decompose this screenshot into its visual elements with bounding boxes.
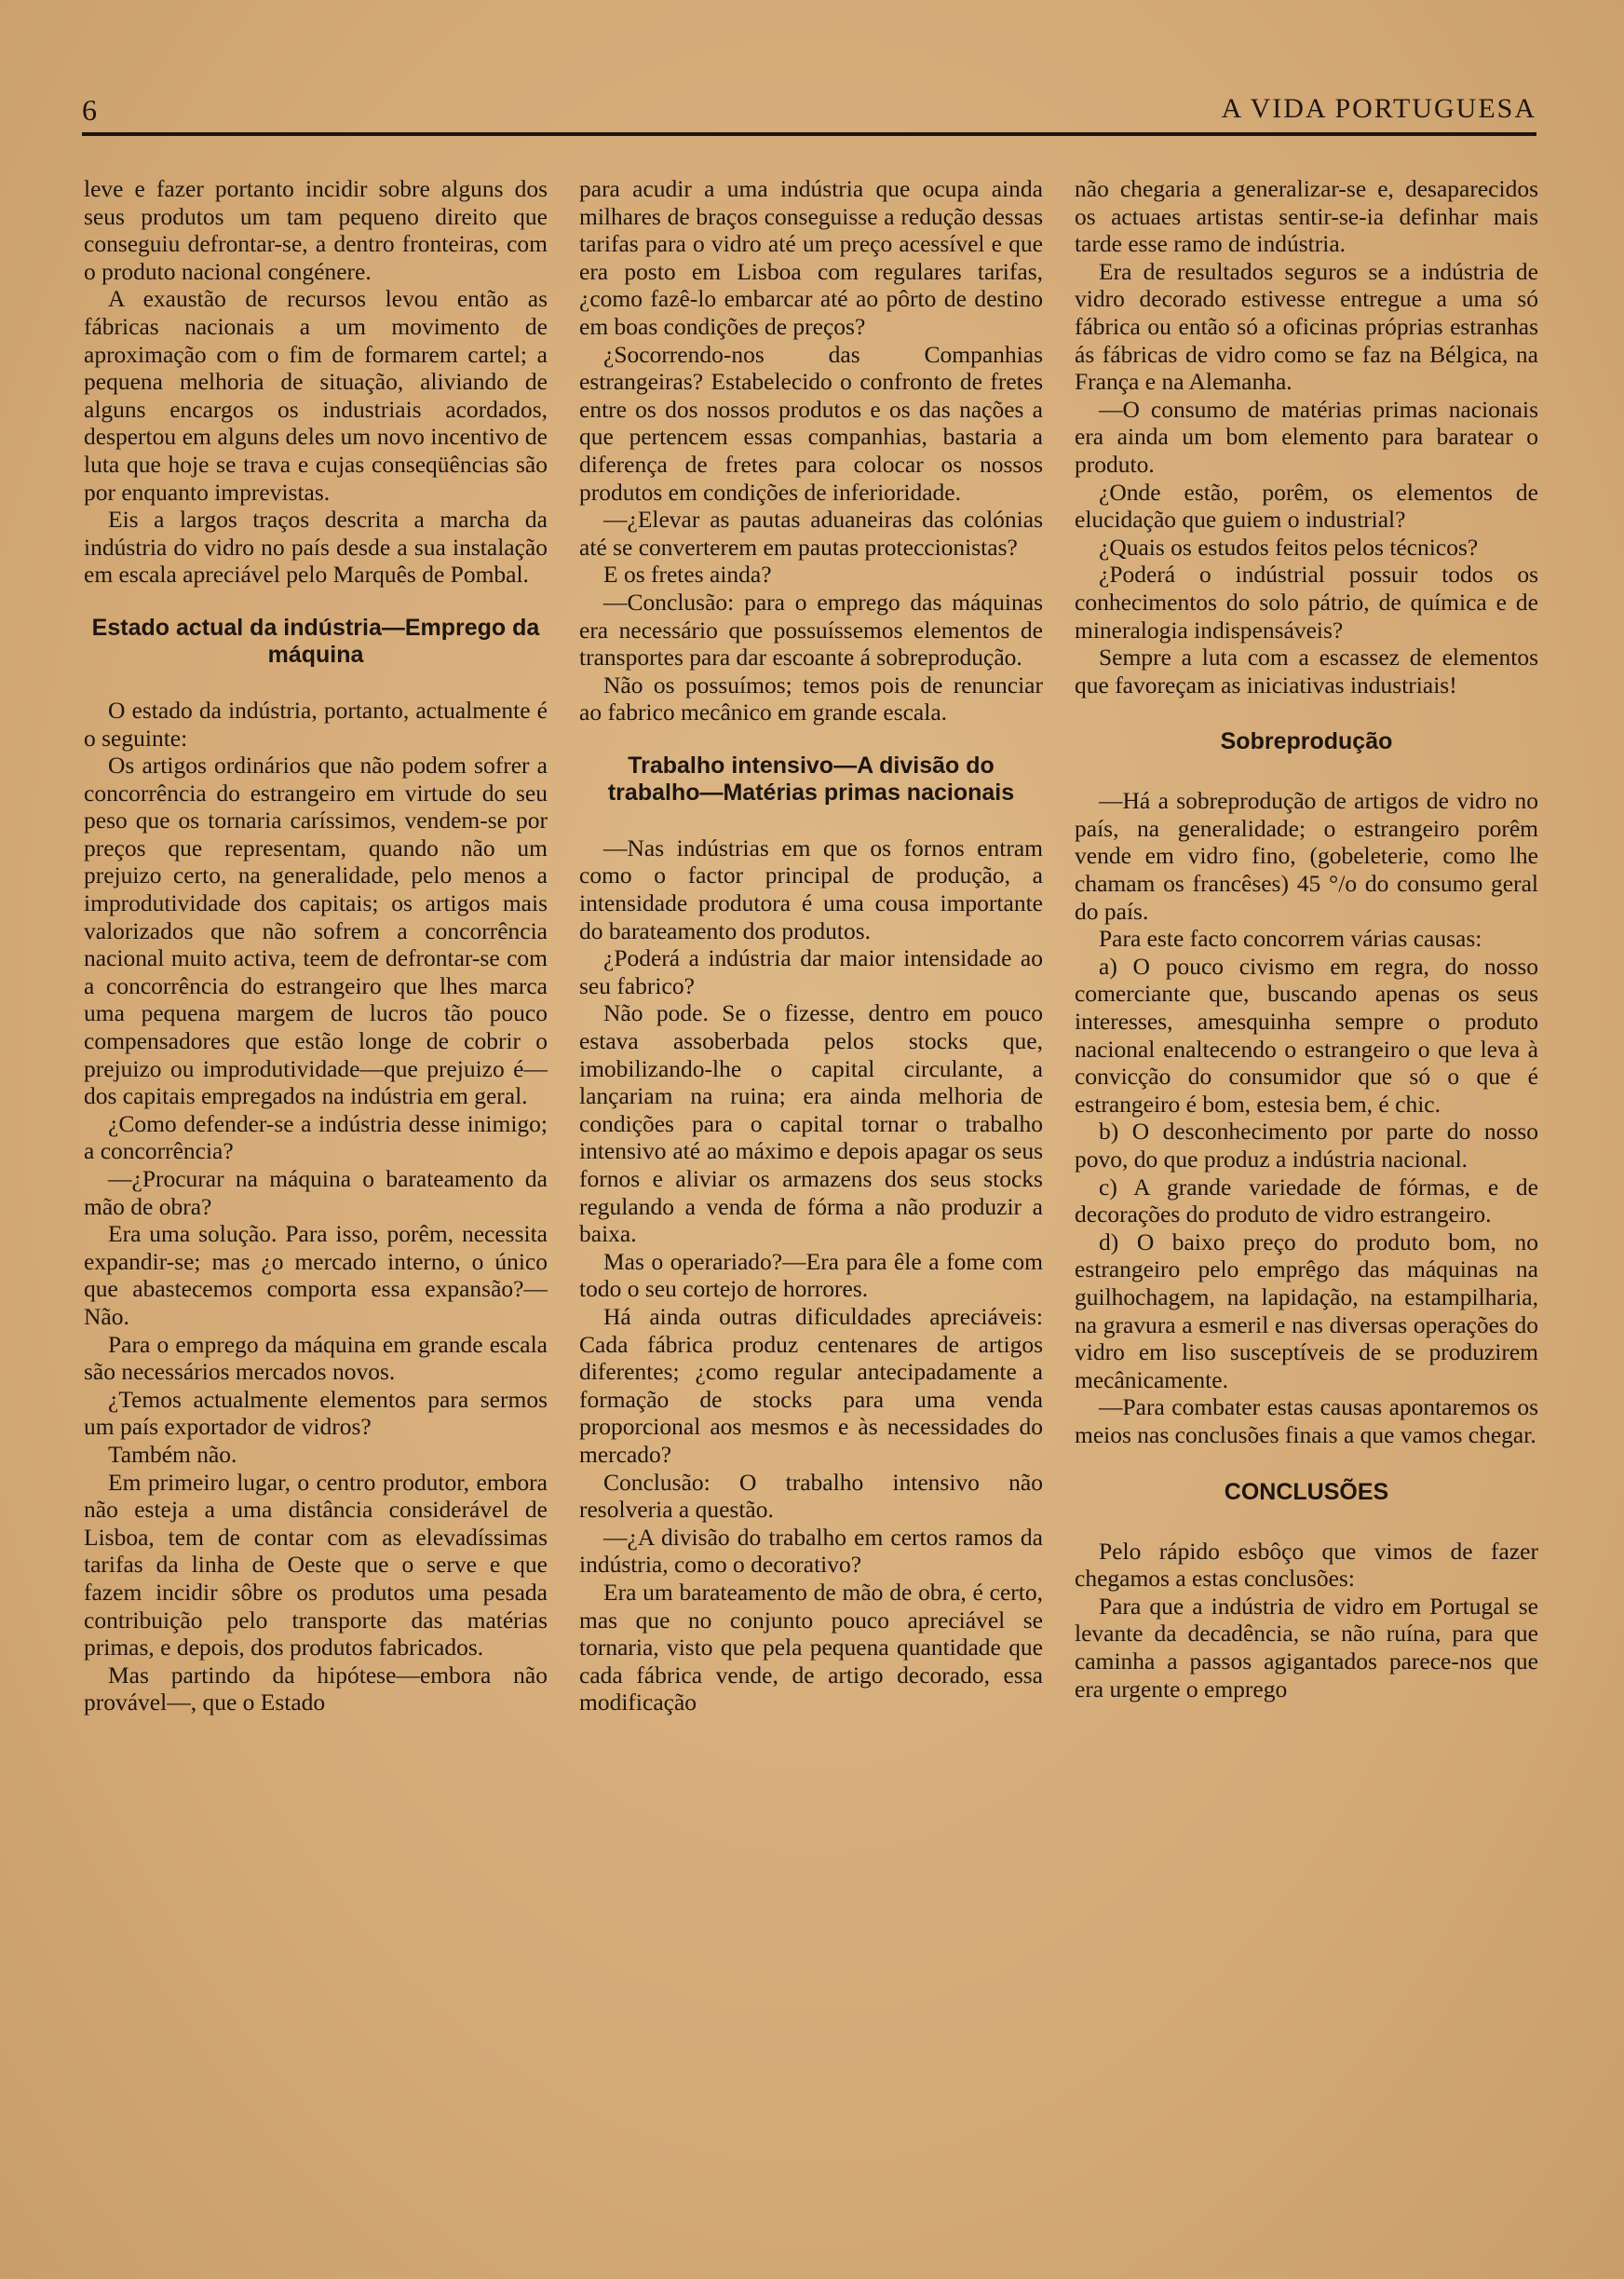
column-2 — [579, 175, 1043, 1716]
paragraph: Sempre a luta com a escassez de elementos que favoreçam as iniciativas industriais! — [1075, 644, 1538, 699]
paragraph: —Há a sobreprodução de artigos de vidro no país, na generalidade; o estrangeiro porêm vende em vidro fino, (gobeleterie, como lhe chamam os francêses) 45 °/o do consumo geral do país. — [1075, 787, 1538, 925]
paragraph: Mas partindo da hipótese—embora não provável—, que o Estado — [84, 1661, 548, 1716]
paragraph: Para o emprego da máquina em grande escala são necessários mercados novos. — [84, 1330, 548, 1386]
paragraph: para acudir a uma indústria que ocupa ainda milhares de braços conseguisse a redução dessas tarifas para o vidro até um preço acessível e que era posto em Lisboa com regulares tarifas, ¿como fazê-lo embarcar até ao pôrto de destino em boas condições de preços? — [579, 175, 1043, 340]
paragraph: Há ainda outras dificuldades apreciáveis: Cada fábrica produz centenares de artigos diferentes; ¿como regular antecipadamente a formação de stocks para uma venda proporcional aos mesmos e às necessidades do mercado? — [579, 1302, 1043, 1468]
column-1 — [84, 175, 548, 1716]
paragraph: ¿Quais os estudos feitos pelos técnicos? — [1099, 533, 1479, 561]
paragraph: Eis a largos traços descrita a marcha da indústria do vidro no país desde a sua instalação em escala apreciável pelo Marquês de Pombal. — [84, 506, 548, 589]
running-title: A VIDA PORTUGUESA — [1221, 93, 1536, 124]
paragraph: ¿Socorrendo-nos das Companhias estrangeiras? Estabelecido o confronto de fretes entre os dos nossos produtos e os das nações a que pertencem essas companhias, bastaria a diferença de fretes para colocar os nossos produtos em condições de inferioridade. — [579, 340, 1043, 506]
paragraph: ¿Temos actualmente elementos para sermos um país exportador de vidros? — [84, 1385, 548, 1441]
paragraph: Para este facto concorrem várias causas: — [1099, 925, 1482, 953]
section-heading: Estado actual da indústria—Emprego da máquina — [91, 614, 540, 668]
paragraph: Era uma solução. Para isso, porêm, necessita expandir-se; mas ¿o mercado interno, o único que abastecemos comporta essa expansão?—Não. — [84, 1220, 548, 1330]
paragraph: Pelo rápido esbôço que vimos de fazer chegamos a estas conclusões: — [1075, 1537, 1538, 1593]
paragraph: —Para combater estas causas apontaremos os meios nas conclusões finais a que vamos chegar. — [1075, 1393, 1538, 1448]
paragraph: ¿Onde estão, porêm, os elementos de elucidação que guiem o industrial? — [1075, 478, 1538, 534]
paragraph: —Conclusão: para o emprego das máquinas era necessário que possuíssemos elementos de transportes para dar escoante á sobreprodução. — [579, 588, 1043, 671]
paragraph: ¿Poderá a indústria dar maior intensidade ao seu fabrico? — [579, 944, 1043, 999]
page-header — [82, 93, 1536, 134]
paragraph: Também não. — [108, 1440, 237, 1468]
paragraph: E os fretes ainda? — [603, 561, 772, 589]
paragraph: a) O pouco civismo em regra, do nosso comerciante que, buscando apenas os seus interesses, amesquinha sempre o produto nacional enaltecendo o estrangeiro o que leva à convicção do consumidor que só o que é estrangeiro é bom, estesia bem, é chic. — [1075, 952, 1538, 1118]
paragraph: —Nas indústrias em que os fornos entram como o factor principal de produção, a intensidade produtora é uma cousa importante do barateamento dos produtos. — [579, 834, 1043, 944]
paragraph: A exaustão de recursos levou então as fábricas nacionais a um movimento de aproximação com o fim de formarem cartel; a pequena melhoria de situação, aliviando de alguns encargos os industriais acordados, despertou em alguns deles um novo incentivo de luta que hoje se trava e cujas conseqüências são por enquanto imprevistas. — [84, 285, 548, 506]
header-rule — [82, 132, 1536, 136]
paragraph: c) A grande variedade de fórmas, e de decorações do produto de vidro estrangeiro. — [1075, 1173, 1538, 1228]
column-3 — [1075, 175, 1538, 1702]
paragraph: leve e fazer portanto incidir sobre alguns dos seus produtos um tam pequeno direito que conseguiu defrontar-se, a dentro fronteiras, com o produto nacional congénere. — [84, 175, 548, 285]
paragraph: —¿A divisão do trabalho em certos ramos da indústria, como o decorativo? — [579, 1523, 1043, 1579]
paragraph: ¿Poderá o indústrial possuir todos os conhecimentos do solo pátrio, de química e de mineralogia indispensáveis? — [1075, 561, 1538, 644]
paragraph: —O consumo de matérias primas nacionais era ainda um bom elemento para baratear o produto. — [1075, 395, 1538, 478]
section-heading: Sobreprodução — [1220, 728, 1393, 755]
paragraph: não chegaria a generalizar-se e, desaparecidos os actuaes artistas sentir-se-ia definhar mais tarde esse ramo de indústria. — [1075, 175, 1538, 258]
paragraph: Era de resultados seguros se a indústria de vidro decorado estivesse entregue a uma só fábrica ou então só a oficinas próprias estranhas ás fábricas de vidro como se faz na Bélgica, na França e na Alemanha. — [1075, 257, 1538, 396]
paragraph: Em primeiro lugar, o centro produtor, embora não esteja a uma distância considerável de Lisboa, tem de contar com as elevadíssimas tarifas da linha de Oeste que o serve e que fazem incidir sôbre os produtos uma pesada contribuição pelo transporte das matérias primas, e depois, dos produtos fabricados. — [84, 1468, 548, 1662]
paragraph: b) O desconhecimento por parte do nosso povo, do que produz a indústria nacional. — [1075, 1118, 1538, 1173]
paragraph: Era um barateamento de mão de obra, é certo, mas que no conjunto pouco apreciável se tornaria, visto que pela pequena quantidade que cada fábrica vende, de artigo decorado, essa modificação — [579, 1578, 1043, 1716]
paragraph: Conclusão: O trabalho intensivo não resolveria a questão. — [579, 1468, 1043, 1524]
paragraph: —¿Elevar as pautas aduaneiras das colónias até se converterem em pautas proteccionistas? — [579, 506, 1043, 561]
section-heading: CONCLUSÕES — [1224, 1478, 1389, 1505]
paragraph: Não os possuímos; temos pois de renunciar ao fabrico mecânico em grande escala. — [579, 671, 1043, 726]
paragraph: Para que a indústria de vidro em Portugal se levante da decadência, se não ruína, para que caminha a passos agigantados parece-nos que era urgente o emprego — [1075, 1592, 1538, 1702]
section-heading: Trabalho intensivo—A divisão do trabalho—Matérias primas nacionais — [607, 752, 1015, 806]
paragraph: Mas o operariado?—Era para êle a fome com todo o seu cortejo de horrores. — [579, 1247, 1043, 1303]
paragraph: Os artigos ordinários que não podem sofrer a concorrência do estrangeiro em virtude do seu peso que os tornaria caríssimos, vendem-se por preços que representam, quando não um prejuizo certo, na generalidade, pelo menos a improdutividade dos capitais; os artigos mais valorizados que não sofrem a concorrência nacional muito activa, teem de defrontar-se com a concorrência do estrangeiro que lhes marca uma pequena margem de lucros tão pouco compensadores que estão longe de cobrir o prejuizo ou improdutividade—que prejuizo é—dos capitais empregados na indústria em geral. — [84, 752, 548, 1110]
paragraph: O estado da indústria, portanto, actualmente é o seguinte: — [84, 696, 548, 752]
paragraph: Não pode. Se o fizesse, dentro em pouco estava assoberbada pelos stocks que, imobilizando-lhe o capital circulante, a lançariam na ruina; era ainda melhoria de condições para o capital tornar o trabalho intensivo até ao máximo e depois apagar os seus fornos e aliviar os armazens dos seus stocks regulando a venda de fórma a não produzir a baixa. — [579, 999, 1043, 1248]
paragraph: d) O baixo preço do produto bom, no estrangeiro pelo emprêgo das máquinas na guilhochagem, na lapidação, na estampilharia, na gravura a esmeril e nas diversas operações do vidro em liso susceptíveis de se produzirem mecânicamente. — [1075, 1228, 1538, 1393]
paragraph: —¿Procurar na máquina o barateamento da mão de obra? — [84, 1165, 548, 1220]
page-number: 6 — [82, 93, 97, 127]
paragraph: ¿Como defender-se a indústria desse inimigo; a concorrência? — [84, 1109, 548, 1165]
